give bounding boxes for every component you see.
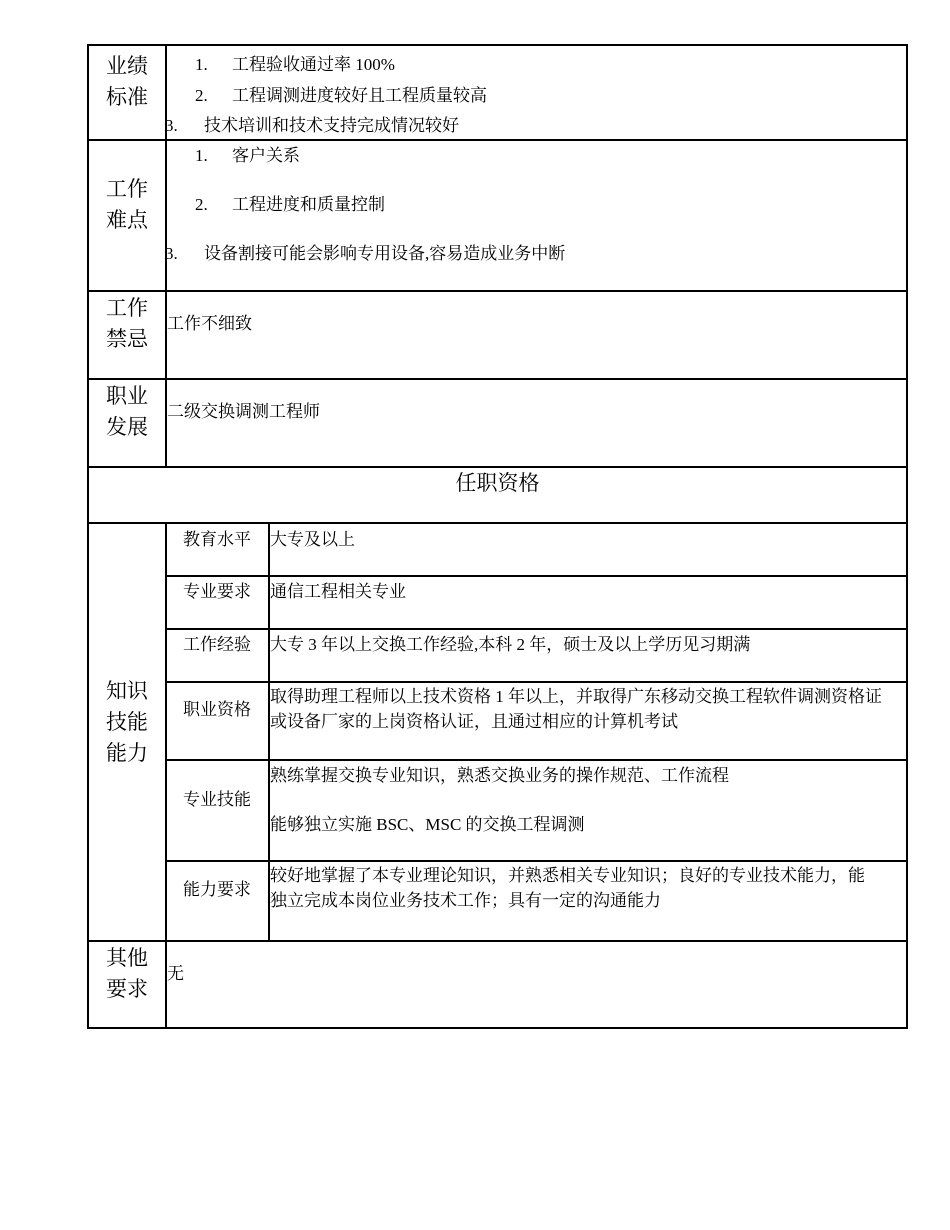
major-label: 专业要求: [183, 582, 251, 601]
row-divider: [87, 139, 908, 141]
difficulty-item-3-number: 3.: [165, 244, 178, 263]
performance-item-3-number: 3.: [165, 116, 178, 135]
certification-value: 取得助理工程师以上技术资格 1 年以上，并取得广东移动交换工程软件调测资格证或设备厂家的上岗资格认证，且通过相应的计算机考试: [270, 687, 882, 731]
skills-value-line-1: 熟练掌握交换专业知识，熟悉交换业务的操作规范、工作流程: [270, 766, 729, 785]
other-label: 其他 要求: [106, 946, 148, 1001]
ability-label: 能力要求: [183, 880, 251, 899]
difficulty-item-3-text: 设备割接可能会影响专用设备,容易造成业务中断: [204, 244, 566, 263]
performance-item-1-number: 1.: [195, 55, 208, 74]
sub-row-divider: [165, 759, 908, 761]
sub-row-divider: [165, 860, 908, 862]
career-value: 二级交换调测工程师: [167, 402, 320, 421]
skills-value-line-2: 能够独立实施 BSC、MSC 的交换工程调测: [270, 815, 585, 834]
skills-label: 专业技能: [183, 790, 251, 809]
education-value: 大专及以上: [270, 530, 355, 549]
table-border-top: [87, 44, 908, 46]
row-divider: [87, 378, 908, 380]
row-divider: [87, 940, 908, 942]
taboo-value: 工作不细致: [167, 314, 252, 333]
certification-label: 职业资格: [183, 700, 251, 719]
ability-value: 较好地掌握了本专业理论知识，并熟悉相关专业知识；良好的专业技术能力，能独立完成本岗位业务技术工作；具有一定的沟通能力: [270, 866, 865, 910]
career-label: 职业 发展: [106, 384, 148, 439]
performance-item-2-number: 2.: [195, 86, 208, 105]
performance-label: 业绩 标准: [106, 54, 148, 109]
table-border-bottom: [87, 1027, 908, 1029]
experience-value: 大专 3 年以上交换工作经验,本科 2 年，硕士及以上学历见习期满: [270, 635, 751, 654]
other-value: 无: [167, 964, 184, 983]
table-border-right: [906, 44, 908, 1029]
performance-item-3-text: 技术培训和技术支持完成情况较好: [204, 116, 459, 135]
difficulty-item-1-number: 1.: [195, 146, 208, 165]
row-divider: [87, 290, 908, 292]
major-value: 通信工程相关专业: [270, 582, 406, 601]
qualification-section-header: [89, 468, 906, 498]
performance-item-1-text: 工程验收通过率 100%: [232, 55, 395, 74]
performance-item-2-text: 工程调测进度较好且工程质量较高: [232, 86, 487, 105]
education-label: 教育水平: [183, 530, 251, 549]
difficulty-item-1-text: 客户关系: [232, 146, 300, 165]
sub-row-divider: [165, 575, 908, 577]
sub-row-divider: [165, 628, 908, 630]
taboo-label: 工作 禁忌: [106, 296, 148, 351]
sub-row-divider: [165, 681, 908, 683]
difficulty-item-2-number: 2.: [195, 195, 208, 214]
row-divider: [87, 522, 908, 524]
difficulty-item-2-text: 工程进度和质量控制: [232, 195, 385, 214]
qualification-section-title: 任职资格: [455, 471, 540, 495]
knowledge-label: 知识 技能 能力: [106, 679, 148, 765]
experience-label: 工作经验: [183, 635, 251, 654]
difficulty-label: 工作 难点: [106, 177, 148, 232]
